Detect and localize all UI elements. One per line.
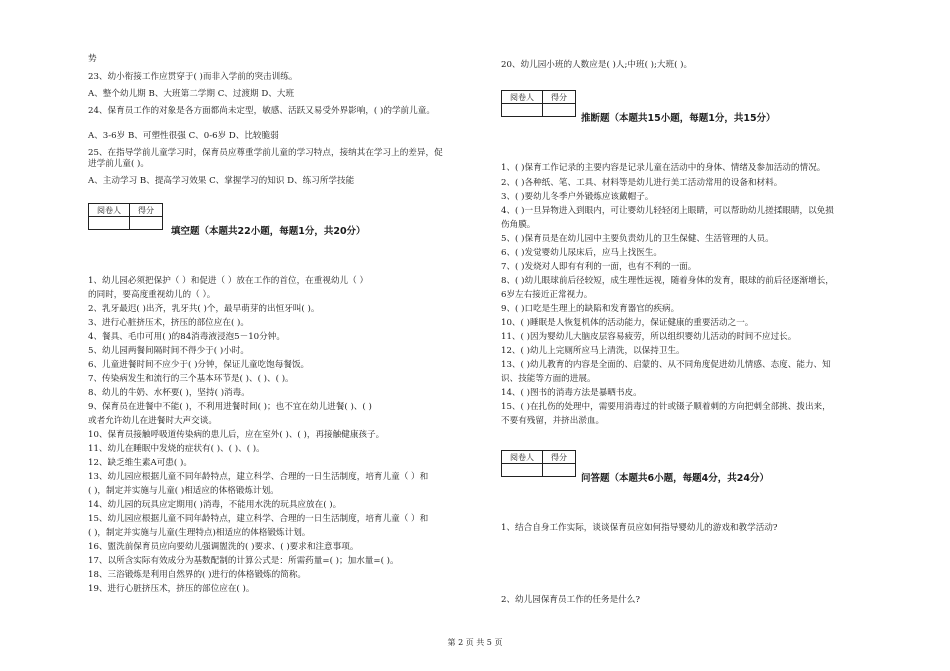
- fill-blank-13: 13、幼儿园应根据儿童不同年龄特点，建立科学、合理的一日生活制度，培育儿童（ ）和: [88, 472, 429, 482]
- reviewer-label: 阅卷人: [89, 204, 130, 217]
- fill-blank-12: 12、缺乏维生素A可患( )。: [88, 458, 192, 468]
- fill-blank-20: 20、幼儿园小班的人数应是( )人;中班( );大班( )。: [501, 60, 693, 70]
- fill-blank-15-cont: ( )，制定并实施与儿童(生理特点)相适应的体格锻炼计划。: [88, 528, 311, 538]
- fill-blank-19: 19、进行心脏挤压术，挤压的部位应在( )。: [88, 584, 255, 594]
- score-box-judgement: [501, 90, 576, 117]
- question-24-options: A、3-6岁 B、可塑性很强 C、0-6岁 D、比较脆弱: [88, 131, 279, 141]
- score-cell: [543, 104, 576, 117]
- fill-blank-18: 18、三浴锻炼是利用自然界的( )进行的体格锻炼的简称。: [88, 570, 307, 580]
- fill-blank-16: 16、盥洗前保育员应向要幼儿强调盥洗的( )要求、( )要求和注意事项。: [88, 542, 359, 552]
- reviewer-cell: [89, 217, 130, 230]
- fill-blank-11: 11、幼儿在睡眠中发烧的症状有( )、( )、( )。: [88, 444, 265, 454]
- qa-question-1: 1、结合自身工作实际，谈谈保育员应如何指导婴幼儿的游戏和教学活动?: [501, 523, 778, 533]
- question-25-options: A、主动学习 B、提高学习效果 C、掌握学习的知识 D、练习所学技能: [88, 176, 355, 186]
- question-23: 23、幼小衔接工作应贯穿于( )而非入学前的突击训练。: [88, 72, 298, 82]
- fill-blank-13-cont: ( )，制定并实施与儿童( )相适应的体格锻炼计划。: [88, 486, 279, 496]
- judge-4: 4、( )一旦异物进入到眼内，可让婴幼儿轻轻闭上眼睛，可以帮助幼儿搓揉眼睛，以免损: [501, 206, 834, 216]
- judge-4-cont: 伤角膜。: [501, 220, 536, 230]
- question-24: 24、保育员工作的对象是各方面都尚未定型，敏感、活跃又易受外界影响，( )的学前儿童。: [88, 106, 435, 116]
- judge-7: 7、( )发烧对人即有有利的一面，也有不利的一面。: [501, 262, 697, 272]
- judge-1: 1、( )保育工作记录的主要内容是记录儿童在活动中的身体、情绪及参加活动的情况。: [501, 163, 826, 173]
- judge-8-cont: 6岁左右接近正常视力。: [501, 290, 593, 300]
- fill-blank-6: 6、儿童进餐时间不应少于( )分钟，保证儿童吃饱每餐饭。: [88, 360, 310, 370]
- judge-2: 2、( )各种纸、笔、工具、材料等是幼儿进行美工活动常用的设备和材料。: [501, 178, 783, 188]
- judge-8: 8、( )幼儿眼球前后径较短，成生理性远视，随着身体的发育，眼球的前后径逐渐增长，: [501, 276, 834, 286]
- judge-10: 10、( )睡眠是人恢复机体的活动能力，保证健康的重要活动之一。: [501, 318, 754, 328]
- score-cell: [130, 217, 163, 230]
- fill-blank-2: 2、乳牙最迟( )出齐，乳牙共( )个，最早萌芽的出恒牙叫( )。: [88, 304, 320, 314]
- fill-blank-1-cont: 的同时，要高度重视幼儿的（ ）。: [88, 290, 216, 300]
- fill-blank-7: 7、传染病发生和流行的三个基本环节是( )、( )、( )。: [88, 374, 294, 384]
- judge-13: 13、( )幼儿教育的内容是全面的、启蒙的、从不同角度促进幼儿情感、态度、能力、知: [501, 360, 831, 370]
- fill-blank-17: 17、以所含实际有效成分为基数配制的计算公式是：所需药量=( )；加水量=( )。: [88, 556, 399, 566]
- fill-blank-15: 15、幼儿园应根据儿童不同年龄特点，建立科学、合理的一日生活制度，培育儿童（ ）和: [88, 514, 429, 524]
- page-footer: 第 2 页 共 5 页: [447, 638, 503, 647]
- reviewer-cell: [502, 104, 543, 117]
- fill-blank-14: 14、幼儿园的玩具应定期用( )消毒，不能用水洗的玩具应放在( )。: [88, 500, 342, 510]
- score-box-qa: [501, 450, 576, 477]
- text-line: 势: [88, 54, 97, 64]
- judge-15: 15、( )在扎伤的处理中，需要用消毒过的针或镊子顺着刺的方向把刺全部挑、拨出来，: [501, 402, 831, 412]
- reviewer-label: 阅卷人: [502, 451, 543, 464]
- score-label: 得分: [130, 204, 163, 217]
- qa-question-2: 2、幼儿园保育员工作的任务是什么?: [501, 595, 640, 605]
- fill-blank-4: 4、餐具、毛巾可用( )的84消毒液浸泡5－10分钟。: [88, 332, 285, 342]
- fill-blank-9: 9、保育员在进餐中不能( )，不利用进餐时间( )；也不宜在幼儿进餐( )、( ): [88, 402, 372, 412]
- judge-15-cont: 不要有残留，并挤出淤血。: [501, 416, 605, 426]
- reviewer-label: 阅卷人: [502, 91, 543, 104]
- fill-blank-8: 8、幼儿的牛奶、水杯要( )，坚持( )消毒。: [88, 388, 250, 398]
- fill-blank-10: 10、保育员接触呼吸道传染病的患儿后，应在室外( )、( )，再接触健康孩子。: [88, 430, 385, 440]
- section-title-judgement: 推断题（本题共15小题，每题1分，共15分）: [581, 113, 776, 124]
- score-cell: [543, 464, 576, 477]
- judge-13-cont: 识、技能等方面的进展。: [501, 374, 596, 384]
- question-25-cont: 进学前儿童( )。: [88, 159, 149, 169]
- question-25: 25、在指导学前儿童学习时，保育员应尊重学前儿童的学习特点，接纳其在学习上的差异，促: [88, 148, 443, 158]
- judge-12: 12、( )幼儿上完厕所应马上清洗，以保持卫生。: [501, 346, 685, 356]
- fill-blank-3: 3、进行心脏挤压术，挤压的部位应在( )。: [88, 318, 249, 328]
- section-title-qa: 问答题（本题共6小题，每题4分，共24分）: [581, 473, 769, 484]
- reviewer-cell: [502, 464, 543, 477]
- judge-9: 9、( )口吃是生理上的缺陷和发育器官的疾病。: [501, 304, 680, 314]
- section-title-fill-blank: 填空题（本题共22小题，每题1分，共20分）: [171, 226, 366, 237]
- score-label: 得分: [543, 451, 576, 464]
- judge-6: 6、( )发觉婴幼儿尿床后，应马上找医生。: [501, 248, 662, 258]
- score-label: 得分: [543, 91, 576, 104]
- fill-blank-1: 1、幼儿园必须把保护（ ）和促进（ ）放在工作的首位，在重视幼儿（ ）: [88, 276, 369, 286]
- judge-11: 11、( )因为婴幼儿大脑皮层容易疲劳，所以组织婴幼儿活动的时间不应过长。: [501, 332, 797, 342]
- judge-3: 3、( )要幼儿冬季户外锻炼应该戴帽子。: [501, 192, 654, 202]
- judge-14: 14、( )图书的消毒方法是暴晒书皮。: [501, 388, 642, 398]
- fill-blank-5: 5、幼儿园两餐间隔时间不得少于( )小时。: [88, 346, 249, 356]
- fill-blank-9-cont: 或者允许幼儿在进餐时大声交谈。: [88, 416, 217, 426]
- score-box-fill-blank: [88, 203, 163, 230]
- judge-5: 5、( )保育员是在幼儿园中主要负责幼儿的卫生保健、生活管理的人员。: [501, 234, 774, 244]
- question-23-options: A、整个幼儿期 B、大班第二学期 C、过渡期 D、大班: [88, 89, 295, 99]
